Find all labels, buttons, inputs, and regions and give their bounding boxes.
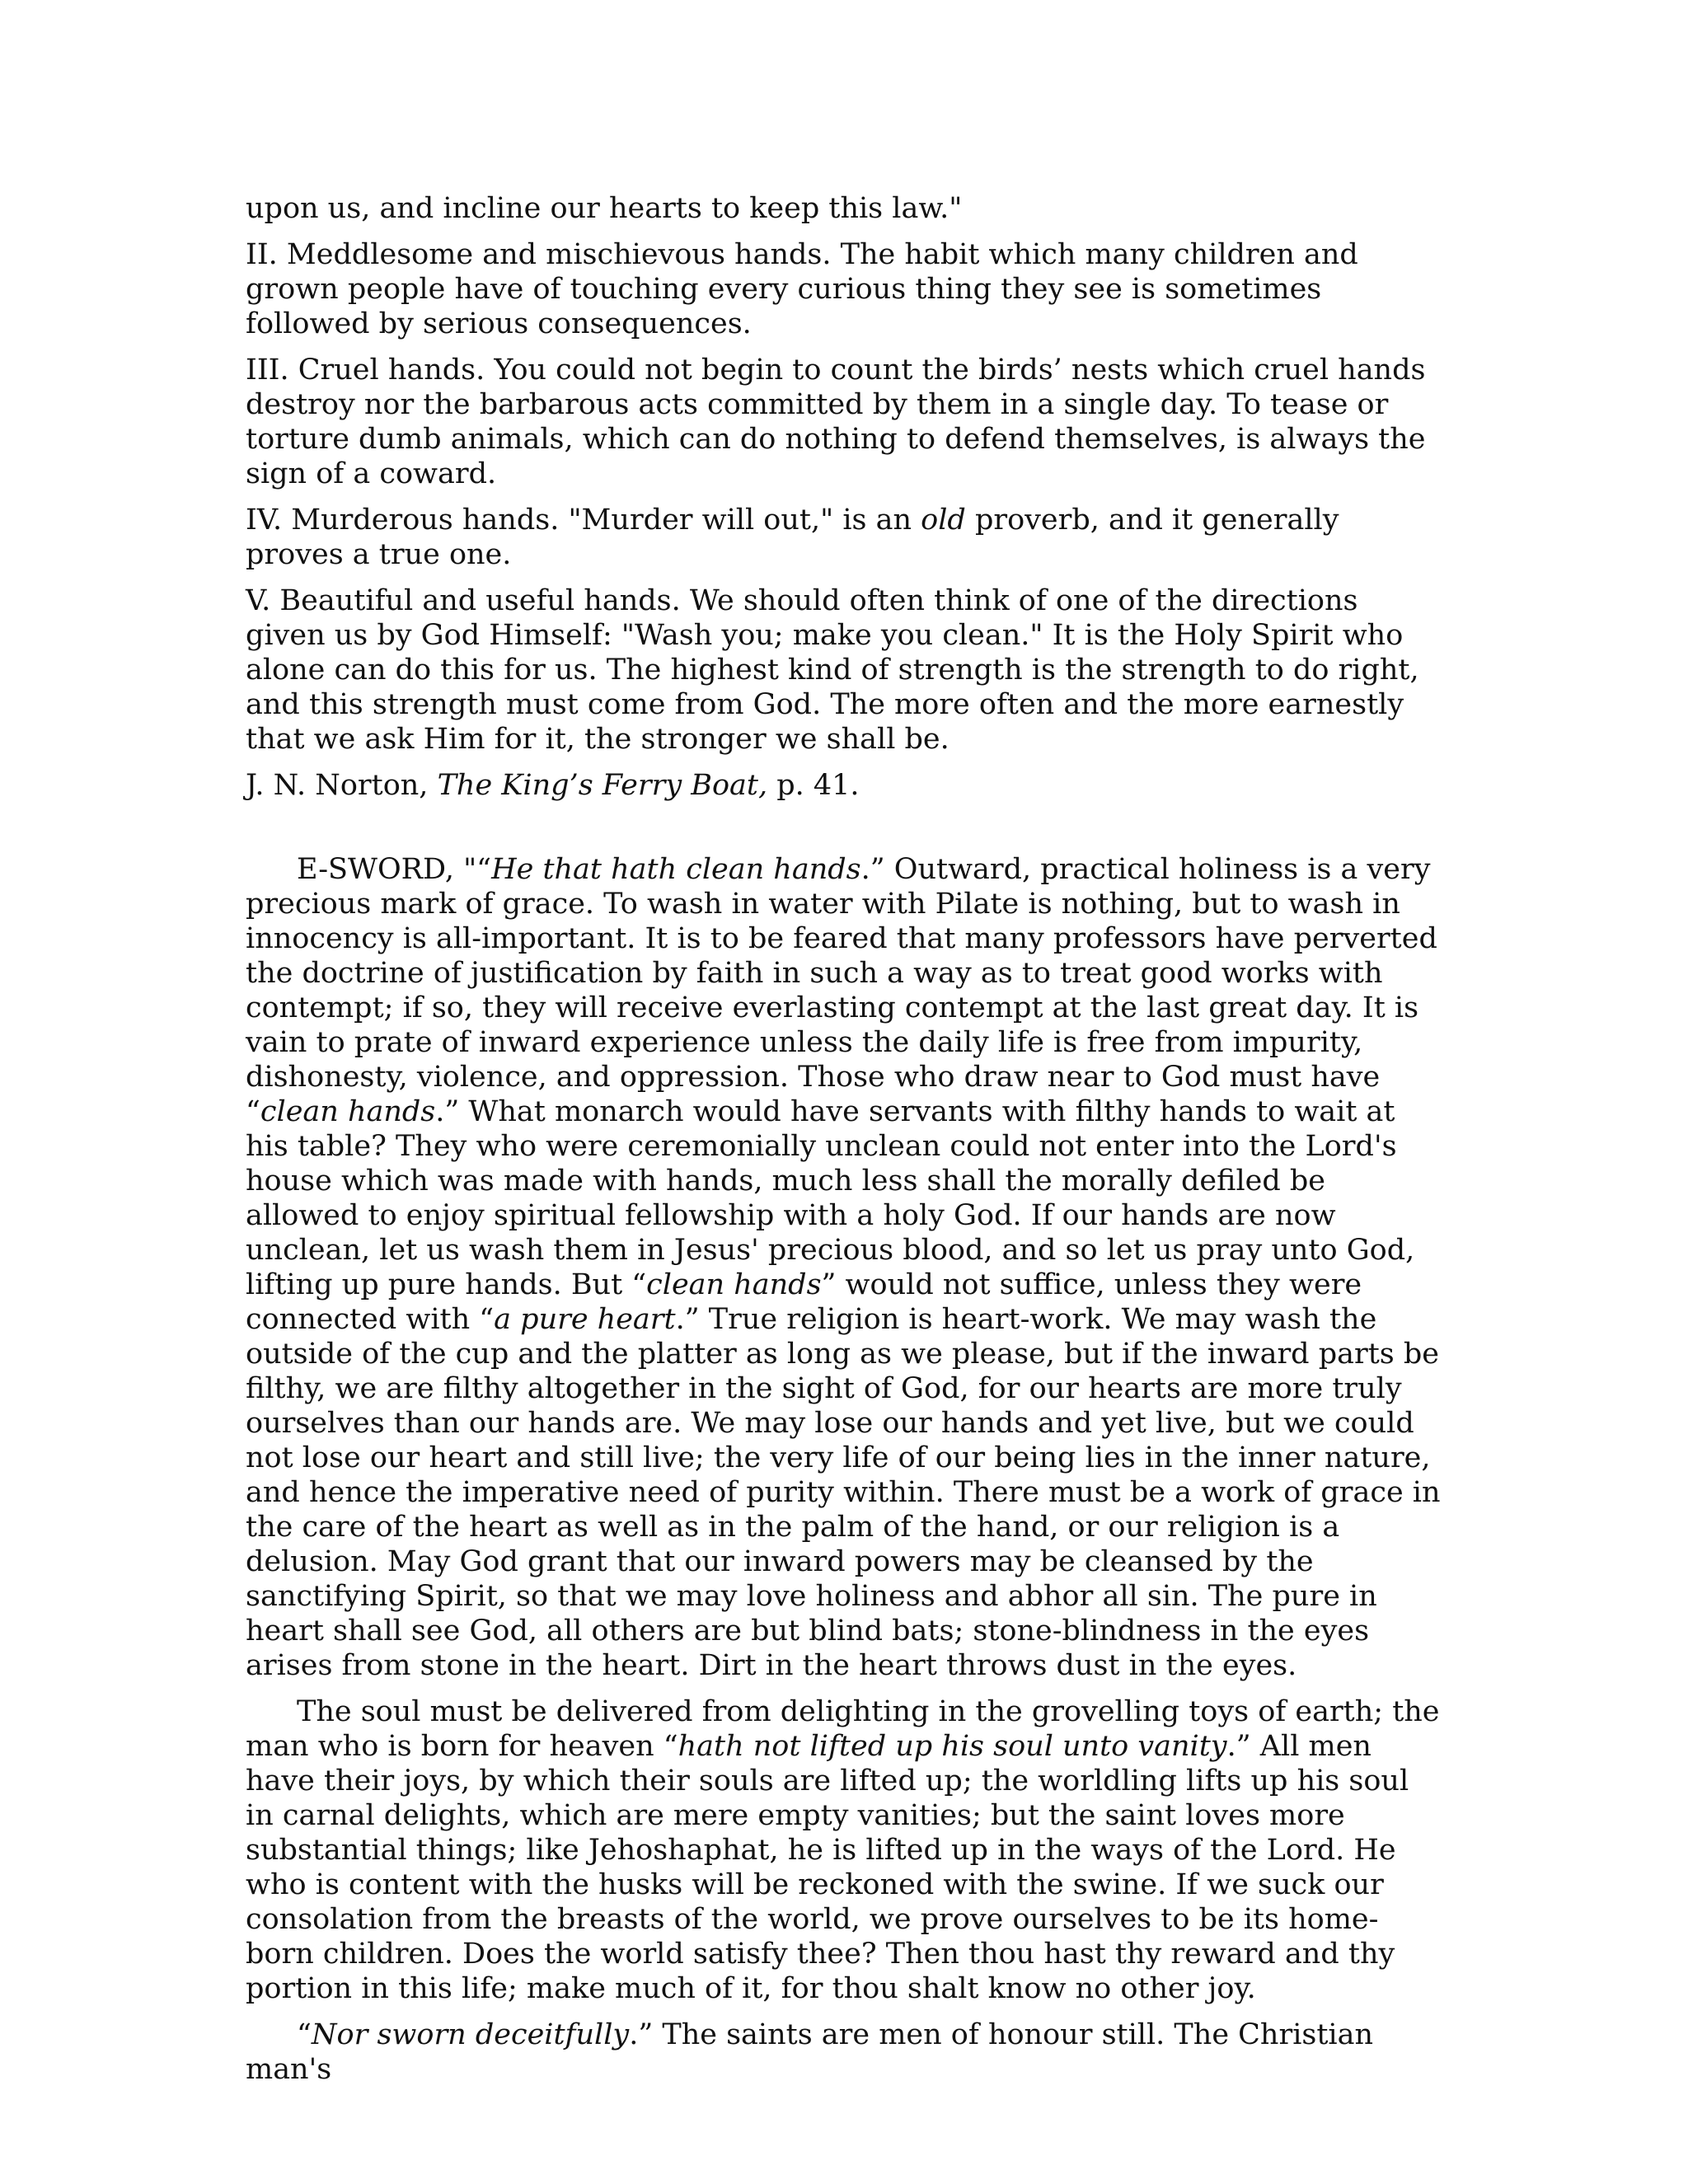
text-run: .” What monarch would have servants with filthy hands to wait at his table? They who were ceremonially unclean could not enter into the Lord's house which was made with hands, much less shall the morally defiled be allowed to enjoy spiritual fellowship with a holy God. If our hands are now unclean, let us wash them in Jesus' precious blood, and so let us pray unto God, lifting up pure hands. But “ [246, 1095, 1415, 1301]
italic-run: old [921, 504, 966, 537]
text-run: “ [297, 2018, 312, 2051]
paragraph-prayer-end: upon us, and incline our hearts to keep this law." [246, 192, 963, 225]
document-page [246, 191, 1441, 2098]
text-run: .” All men have their joys, by which their souls are lifted up; the worldling lifts up his soul in carnal delights, which are mere empty vanities; but the saint loves more substantial things; like Jehoshaphat, he is lifted up in the ways of the Lord. He who is content with the husks will be reckoned with the swine. If we suck our consolation from the breasts of the world, we prove ourselves to be its home-born children. Does the world satisfy thee? Then thou hast thy reward and thy portion in this life; make much of it, for thou shalt know no other joy. [246, 1730, 1409, 2005]
italic-run: a pure heart [494, 1303, 676, 1336]
paragraph-sworn-deceitfully [246, 2018, 1441, 2087]
italic-run: clean hands [646, 1268, 822, 1301]
italic-run: hath not lifted up his soul unto vanity [678, 1730, 1227, 1763]
paragraph-murderous-hands [246, 503, 1441, 572]
citation-author: J. N. Norton, [246, 769, 438, 802]
text-run: proverb, and it generally proves a true one. [246, 504, 1339, 571]
text-run: IV. Murderous hands. "Murder will out," is an [246, 504, 921, 537]
citation-page: p. 41. [767, 769, 860, 802]
italic-run: Nor sworn deceitfully [311, 2018, 630, 2051]
paragraph-vanity [246, 1694, 1441, 2006]
paragraph-cruel-hands: III. Cruel hands. You could not begin to count the birds’ nests which cruel hands destroy nor the barbarous acts committed by them in a single day. To tease or torture dumb animals, which can do nothing to defend themselves, is always the sign of a coward. [246, 354, 1426, 490]
paragraph-clean-hands [246, 852, 1441, 1683]
commentary-section [246, 852, 1441, 2087]
paragraph-beautiful-hands: V. Beautiful and useful hands. We should often think of one of the directions given us by God Himself: "Wash you; make you clean." It is the Holy Spirit who alone can do this for us. The highest kind of strength is the strength to do right, and this strength must come from God. The more often and the more earnestly that we ask Him for it, the stronger we shall be. [246, 584, 1419, 756]
text-run: ” would not suffice, unless they were connected with “ [246, 1268, 1362, 1336]
paragraph-meddlesome-hands: II. Meddlesome and mischievous hands. The habit which many children and grown people have of touching every curious thing they see is sometimes followed by serious consequences. [246, 238, 1358, 340]
italic-run: He that hath clean hands [491, 853, 861, 886]
citation-title: The King’s Ferry Boat, [437, 769, 768, 802]
citation [246, 768, 1441, 803]
text-run: E-SWORD, "“ [297, 853, 492, 886]
text-run: .” True religion is heart-work. We may wash the outside of the cup and the platter as long as we please, but if the inward parts be filthy, we are filthy altogether in the sight of God, for our hearts are more truly ourselves than our hands are. We may lose our hands and yet live, but we could not lose our heart and still live; the very life of our being lies in the inner nature, and hence the imperative need of purity within. There must be a work of grace in the care of the heart as well as in the palm of the hand, or our religion is a delusion. May God grant that our inward powers may be cleansed by the sanctifying Spirit, so that we may love holiness and abhor all sin. The pure in heart shall see God, all others are but blind bats; stone-blindness in the eyes arises from stone in the heart. Dirt in the heart throws dust in the eyes. [246, 1303, 1441, 1682]
italic-run: clean hands [260, 1095, 436, 1128]
text-run: .” The saints are men of honour still. The Christian man's [246, 2018, 1374, 2086]
text-run: .” Outward, practical holiness is a very precious mark of grace. To wash in water with Pilate is nothing, but to wash in innocency is all-important. It is to be feared that many professors have perverted the doctrine of justification by faith in such a way as to treat good works with contempt; if so, they will receive everlasting contempt at the last great day. It is vain to prate of inward experience unless the daily life is free from impurity, dishonesty, violence, and oppression. Those who draw near to God must have “ [246, 853, 1437, 1128]
text-run: The soul must be delivered from delighting in the grovelling toys of earth; the man who is born for heaven “ [246, 1695, 1440, 1763]
